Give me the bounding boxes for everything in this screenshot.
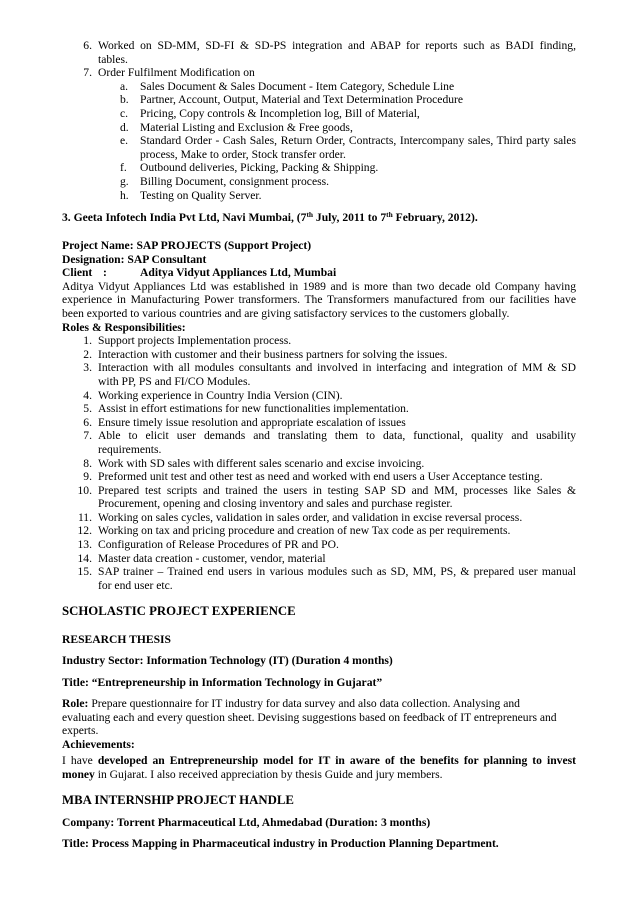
sub-list-item [62, 80, 576, 94]
item-text-line: Working on tax and pricing procedure and creation of new Tax code as per requirements. [98, 524, 511, 538]
ordinal-suffix: th [306, 210, 314, 219]
item-text-line: tables. [98, 52, 128, 66]
sub-list-item [62, 134, 576, 161]
item-number: 2. [83, 347, 92, 361]
sub-item-letter: h. [120, 188, 129, 202]
paragraph-line: Aditya Vidyut Appliances Ltd was established in 1989 and is more than two decade old Company having [62, 279, 576, 293]
item-number: 7. [83, 429, 92, 443]
item-number: 9. [83, 470, 92, 484]
sub-item-text-line: Partner, Account, Output, Material and Text Determination Procedure [140, 93, 464, 107]
client-colon: : [103, 266, 107, 280]
paragraph-line [62, 768, 576, 782]
item-number: 13. [77, 538, 92, 552]
job-heading-text: July, 2011 to 7 [315, 211, 387, 224]
item-text-line: Able to elicit user demands and translating them to data, functional, quality and usability [98, 429, 576, 443]
sub-list-item [62, 189, 576, 203]
sub-item-letter: b. [120, 93, 129, 107]
list-item [62, 389, 576, 403]
sub-list-item [62, 161, 576, 175]
list-item [62, 361, 576, 388]
experience-task-list [62, 39, 576, 202]
list-item [62, 457, 576, 471]
sub-item-text-line: process, Make to order, Stock transfer order. [140, 147, 346, 161]
sub-list-item [62, 107, 576, 121]
item-text-line: Work with SD sales with different sales scenario and excise invoicing. [98, 456, 425, 470]
sub-item-letter: g. [120, 174, 129, 188]
list-item [62, 524, 576, 538]
item-text-line: Master data creation - customer, vendor, material [98, 551, 326, 565]
text-run: I have [62, 754, 93, 767]
item-number: 14. [77, 551, 92, 565]
item-number: 10. [77, 483, 92, 497]
item-text-line: for end user etc. [98, 578, 173, 592]
paragraph-line: experts. [62, 724, 99, 738]
item-number: 3. [83, 361, 92, 375]
item-number: 5. [83, 402, 92, 416]
list-item [62, 538, 576, 552]
list-item [62, 511, 576, 525]
list-item [62, 402, 576, 416]
project-section [62, 239, 576, 592]
text-run: in Gujarat. I also received appreciation by thesis Guide and jury members. [97, 767, 443, 781]
item-text-line: Prepared test scripts and trained the users in testing SAP SD and MM, processes like Sales & [98, 483, 576, 497]
item-number: 6. [83, 39, 92, 52]
sub-item-text-line: Standard Order - Cash Sales, Return Order, Contracts, Intercompany sales, Third party sales [140, 134, 576, 148]
sub-list-item [62, 121, 576, 135]
sub-item-letter: d. [120, 120, 129, 134]
paragraph-line: evaluating each and every question sheet. Devising suggestions based on feedback of IT entrepreneurs and [62, 710, 557, 724]
item-text-line: requirements. [98, 442, 162, 456]
sub-list-item [62, 175, 576, 189]
list-item [62, 552, 576, 566]
list-item [62, 470, 576, 484]
internship-title: Title: Process Mapping in Pharmaceutical industry in Production Planning Department. [62, 837, 499, 850]
sub-item-letter: a. [120, 79, 129, 93]
achievements-heading: Achievements: [62, 738, 135, 751]
item-text-line: Preformed unit test and other test as need and worked with end users a User Acceptance testing. [98, 470, 543, 484]
client-value: Aditya Vidyut Appliances Ltd, Mumbai [140, 266, 337, 280]
item-number: 15. [77, 565, 92, 579]
client-label: Client [62, 266, 93, 280]
item-number: 1. [83, 334, 92, 348]
sub-item-letter: c. [120, 106, 129, 120]
sub-item-text-line: Material Listing and Exclusion & Free goods, [140, 120, 353, 134]
internship-company: Company: Torrent Pharmaceutical Ltd, Ahmedabad (Duration: 3 months) [62, 816, 431, 829]
item-text-line: Configuration of Release Procedures of PR and PO. [98, 538, 339, 552]
sub-item-letter: e. [120, 134, 129, 148]
paragraph-line: Prepare questionnaire for IT industry for data survey and also data collection. Analysing and [91, 697, 520, 710]
item-text-line: Worked on SD-MM, SD-FI & SD-PS integration and ABAP for reports such as BADI finding, [98, 39, 576, 52]
item-text-line: Ensure timely issue resolution and appropriate escalation of issues [98, 415, 406, 429]
paragraph-line: experience in Manufacturing Power transformers. The Transformers manufactured from our facilities have [62, 293, 576, 307]
section-heading: SCHOLASTIC PROJECT EXPERIENCE [62, 604, 296, 618]
designation: Designation: SAP Consultant [62, 252, 207, 266]
text-run-bold: money [62, 767, 95, 781]
paragraph-line: been exported to various countries and are giving satisfactory services to the customers globally. [62, 306, 510, 320]
paragraph-line [62, 754, 576, 768]
role-paragraph [62, 697, 576, 738]
item-text-line: SAP trainer – Trained end users in various modules such as SD, MM, PS, & prepared user manual [98, 565, 576, 579]
sub-item-letter: f. [120, 161, 127, 175]
subsection-heading: RESEARCH THESIS [62, 633, 172, 646]
achievements-paragraph [62, 754, 576, 781]
sub-item-text-line: Billing Document, consignment process. [140, 174, 330, 188]
list-item [62, 348, 576, 362]
job-heading [62, 211, 576, 225]
job-heading-text: 3. Geeta Infotech India Pvt Ltd, Navi Mumbai, (7 [62, 211, 307, 224]
item-text-line: Assist in effort estimations for new functionalities implementation. [98, 402, 409, 416]
sub-item-text-line: Outbound deliveries, Picking, Packing & Shipping. [140, 161, 379, 175]
item-text-line: Interaction with all modules consultants and involved in interfacing and integration of MM & SD [98, 361, 576, 375]
item-text-line: Support projects Implementation process. [98, 334, 292, 348]
client-description [62, 280, 576, 321]
sub-item-text-line: Testing on Quality Server. [140, 188, 262, 202]
item-number: 8. [83, 456, 92, 470]
item-text-line: Working on sales cycles, validation in sales order, and validation in excise reversal process. [98, 510, 523, 524]
item-text-line: with PP, PS and FI/CO Modules. [98, 374, 251, 388]
section-heading: MBA INTERNSHIP PROJECT HANDLE [62, 793, 294, 807]
item-text-line: Interaction with customer and their business partners for solving the issues. [98, 347, 448, 361]
role-label: Role: [62, 697, 89, 710]
list-item [62, 39, 576, 66]
text-run-bold: developed an Entrepreneurship model for IT in aware of the benefits for planning to invest [97, 754, 576, 767]
item-text-line: Procurement, opening and closing inventory and sales and purchase register. [98, 497, 453, 511]
list-item [62, 484, 576, 511]
item-number: 4. [83, 388, 92, 402]
client-line [62, 266, 576, 280]
list-item [62, 429, 576, 456]
project-name: Project Name: SAP PROJECTS (Support Project) [62, 239, 312, 252]
list-item [62, 565, 576, 592]
item-text-line: Working experience in Country India Version (CIN). [98, 388, 343, 402]
list-item [62, 416, 576, 430]
sub-list-item [62, 93, 576, 107]
item-number: 6. [83, 415, 92, 429]
industry-sector: Industry Sector: Information Technology (IT) (Duration 4 months) [62, 654, 393, 667]
list-item [62, 66, 576, 80]
item-number: 12. [77, 524, 92, 538]
ordinal-suffix: th [386, 210, 393, 219]
item-text-line: Order Fulfilment Modification on [98, 66, 255, 80]
list-item [62, 334, 576, 348]
sub-item-text-line: Sales Document & Sales Document - Item Category, Schedule Line [140, 79, 455, 93]
item-number: 7. [83, 66, 92, 80]
sub-item-text-line: Pricing, Copy controls & Incompletion log, Bill of Material, [140, 106, 420, 120]
roles-heading: Roles & Responsibilities: [62, 320, 186, 334]
job-heading-text: February, 2012). [395, 211, 478, 224]
item-number: 11. [77, 510, 92, 524]
thesis-title: Title: “Entrepreneurship in Information Technology in Gujarat” [62, 676, 383, 689]
